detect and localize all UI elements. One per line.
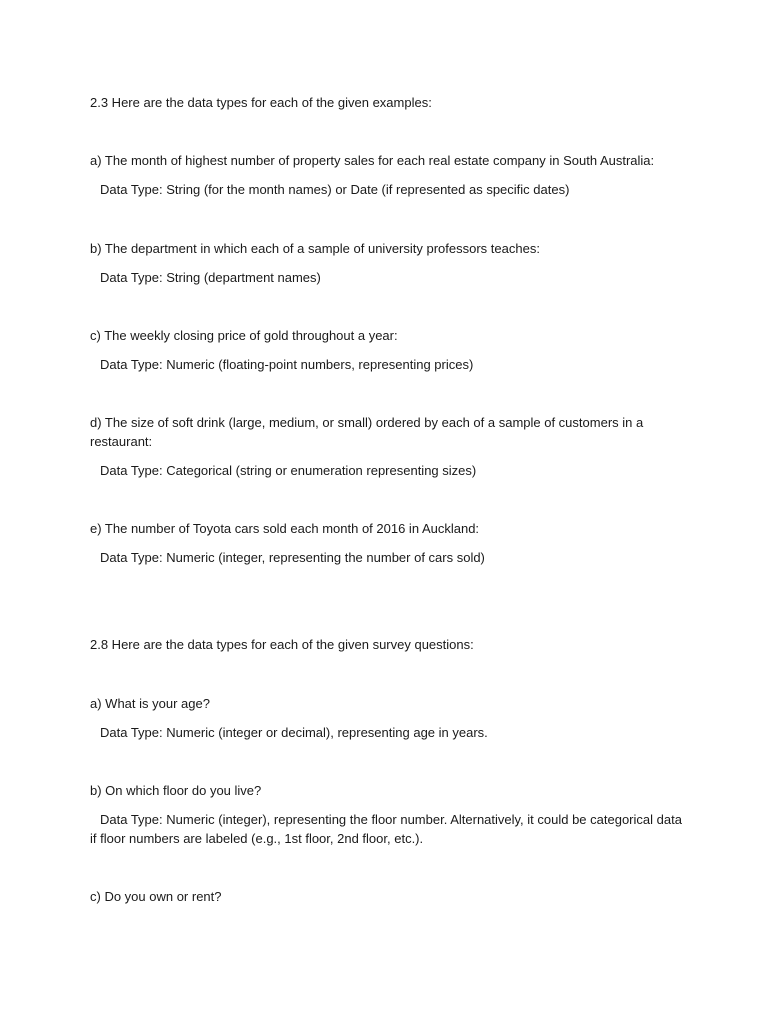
answer-2-3-e: Data Type: Numeric (integer, representing the number of cars sold): [100, 550, 485, 565]
answer-2-3-a: Data Type: String (for the month names) or Date (if represented as specific dates): [100, 182, 570, 197]
question-2-8-c: c) Do you own or rent?: [90, 889, 222, 904]
section-2-3-heading: 2.3 Here are the data types for each of the given examples:: [90, 95, 432, 110]
answer-2-8-b: Data Type: Numeric (integer), representing the floor number. Alternatively, it could be categorical data if floor numbers are labeled (e.g., 1st floor, 2nd floor, etc.).: [90, 812, 682, 846]
answer-2-3-c: Data Type: Numeric (floating-point numbers, representing prices): [100, 357, 474, 372]
question-2-8-a: a) What is your age?: [90, 696, 210, 711]
question-2-3-d: d) The size of soft drink (large, medium, or small) ordered by each of a sample of customers in a restaurant:: [90, 415, 644, 449]
question-2-3-e: e) The number of Toyota cars sold each month of 2016 in Auckland:: [90, 521, 480, 536]
answer-2-3-d: Data Type: Categorical (string or enumeration representing sizes): [100, 463, 477, 478]
section-2-8-heading: 2.8 Here are the data types for each of the given survey questions:: [90, 637, 474, 652]
question-2-3-b: b) The department in which each of a sample of university professors teaches:: [90, 241, 540, 256]
question-2-3-a: a) The month of highest number of property sales for each real estate company in South Australia:: [90, 153, 655, 168]
answer-2-8-a: Data Type: Numeric (integer or decimal), representing age in years.: [100, 725, 488, 740]
question-2-8-b: b) On which floor do you live?: [90, 783, 262, 798]
answer-2-3-b: Data Type: String (department names): [100, 270, 321, 285]
question-2-3-c: c) The weekly closing price of gold throughout a year:: [90, 328, 398, 343]
